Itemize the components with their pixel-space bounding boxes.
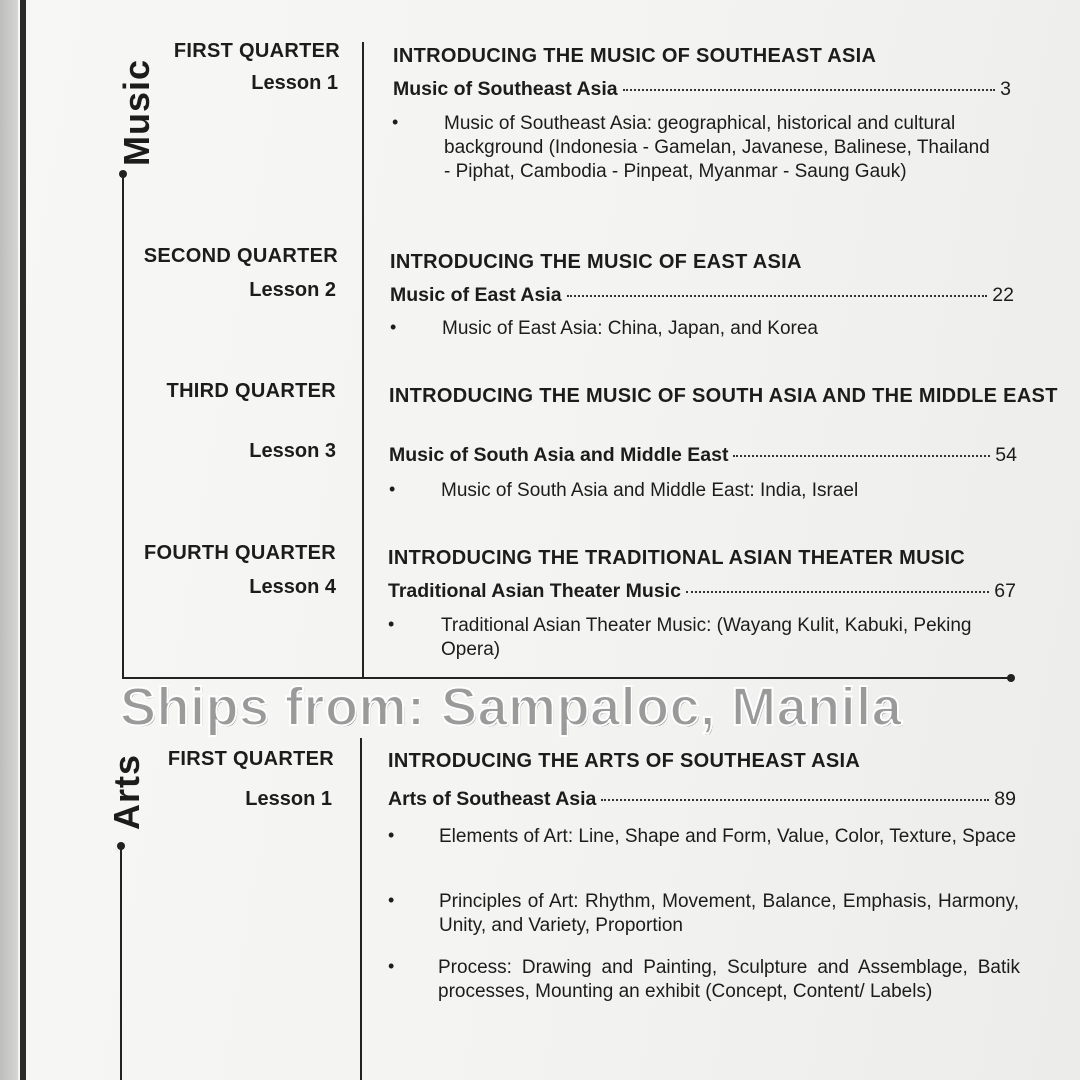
quarter-label: FIRST QUARTER — [167, 748, 334, 770]
toc-entry-title: Music of Southeast Asia — [393, 78, 618, 100]
bullet-icon: • — [388, 825, 395, 845]
book-binding — [0, 0, 18, 1080]
page-number: 89 — [994, 788, 1016, 810]
lesson-label: Lesson 4 — [249, 576, 336, 598]
lesson-label: Lesson 1 — [251, 72, 338, 94]
toc-entry[interactable] — [389, 444, 1017, 467]
topic-bullet-text: Principles of Art: Rhythm, Movement, Balance, Emphasis, Harmony, Unity, and Variety, Proportion — [439, 891, 1019, 936]
toc-entry-title: Arts of Southeast Asia — [388, 788, 597, 810]
toc-entry[interactable] — [388, 580, 1016, 603]
unit-heading: INTRODUCING THE MUSIC OF SOUTHEAST ASIA — [393, 45, 877, 67]
arts-timeline-dot — [117, 842, 125, 850]
music-column-divider — [362, 42, 364, 678]
toc-entry-title: Music of East Asia — [390, 284, 562, 306]
dot-leader — [623, 89, 995, 91]
dot-leader — [601, 799, 989, 801]
topic-bullet-text: Music of South Asia and Middle East: India, Israel — [441, 480, 859, 501]
bullet-icon: • — [388, 614, 395, 634]
arts-column-divider — [360, 738, 362, 1080]
arts-timeline — [120, 848, 122, 1080]
bullet-icon: • — [388, 890, 395, 910]
binding-edge-line — [20, 0, 26, 1080]
bullet-icon: • — [389, 479, 396, 499]
topic-bullet-text: Process: Drawing and Painting, Sculpture and Assemblage, Batik processes, Mounting an exhibit (Concept, Content/ Labels) — [438, 957, 1020, 1002]
lesson-label: Lesson 3 — [249, 440, 336, 462]
topic-bullet-text: Music of Southeast Asia: geographical, historical and cultural background (Indonesia - Gamelan, Javanese, Balinese, Thailand - Piphat, Cambodia - Pinpeat, Myanmar - Saung Gauk) — [444, 113, 990, 182]
unit-heading: INTRODUCING THE TRADITIONAL ASIAN THEATER MUSIC — [388, 547, 966, 569]
toc-entry-title: Music of South Asia and Middle East — [389, 444, 729, 466]
quarter-label: SECOND QUARTER — [143, 245, 338, 267]
topic-bullet-text: Traditional Asian Theater Music: (Wayang Kulit, Kabuki, Peking Opera) — [441, 615, 972, 660]
topic-bullet-text: Elements of Art: Line, Shape and Form, Value, Color, Texture, Space — [439, 826, 1017, 847]
lesson-label: Lesson 2 — [249, 279, 336, 301]
music-subject-label: Music — [116, 58, 157, 166]
page-number: 67 — [994, 580, 1016, 602]
quarter-label: FIRST QUARTER — [173, 40, 340, 62]
topic-bullet-text: Music of East Asia: China, Japan, and Korea — [442, 318, 818, 339]
page-number: 54 — [995, 444, 1017, 466]
dot-leader — [686, 591, 989, 593]
unit-heading: INTRODUCING THE ARTS OF SOUTHEAST ASIA — [388, 750, 861, 772]
bullet-icon: • — [390, 317, 397, 337]
arts-subject-label: Arts — [106, 753, 147, 830]
dot-leader — [567, 295, 988, 297]
toc-entry[interactable] — [388, 788, 1016, 811]
bullet-icon: • — [392, 112, 399, 132]
toc-entry-title: Traditional Asian Theater Music — [388, 580, 681, 602]
unit-heading: INTRODUCING THE MUSIC OF EAST ASIA — [390, 251, 802, 273]
toc-entry[interactable] — [390, 284, 1014, 307]
toc-entry[interactable] — [393, 78, 1011, 101]
shipping-watermark: Ships from: Sampaloc, Manila — [120, 677, 903, 737]
unit-heading: INTRODUCING THE MUSIC OF SOUTH ASIA AND THE MIDDLE EAST — [389, 385, 1058, 407]
music-timeline-dot — [119, 170, 127, 178]
page-number: 3 — [1000, 78, 1011, 100]
dot-leader — [733, 455, 990, 457]
quarter-label: THIRD QUARTER — [166, 380, 336, 402]
lesson-label: Lesson 1 — [245, 788, 332, 810]
page-number: 22 — [992, 284, 1014, 306]
bullet-icon: • — [388, 956, 395, 976]
quarter-label: FOURTH QUARTER — [144, 542, 336, 564]
